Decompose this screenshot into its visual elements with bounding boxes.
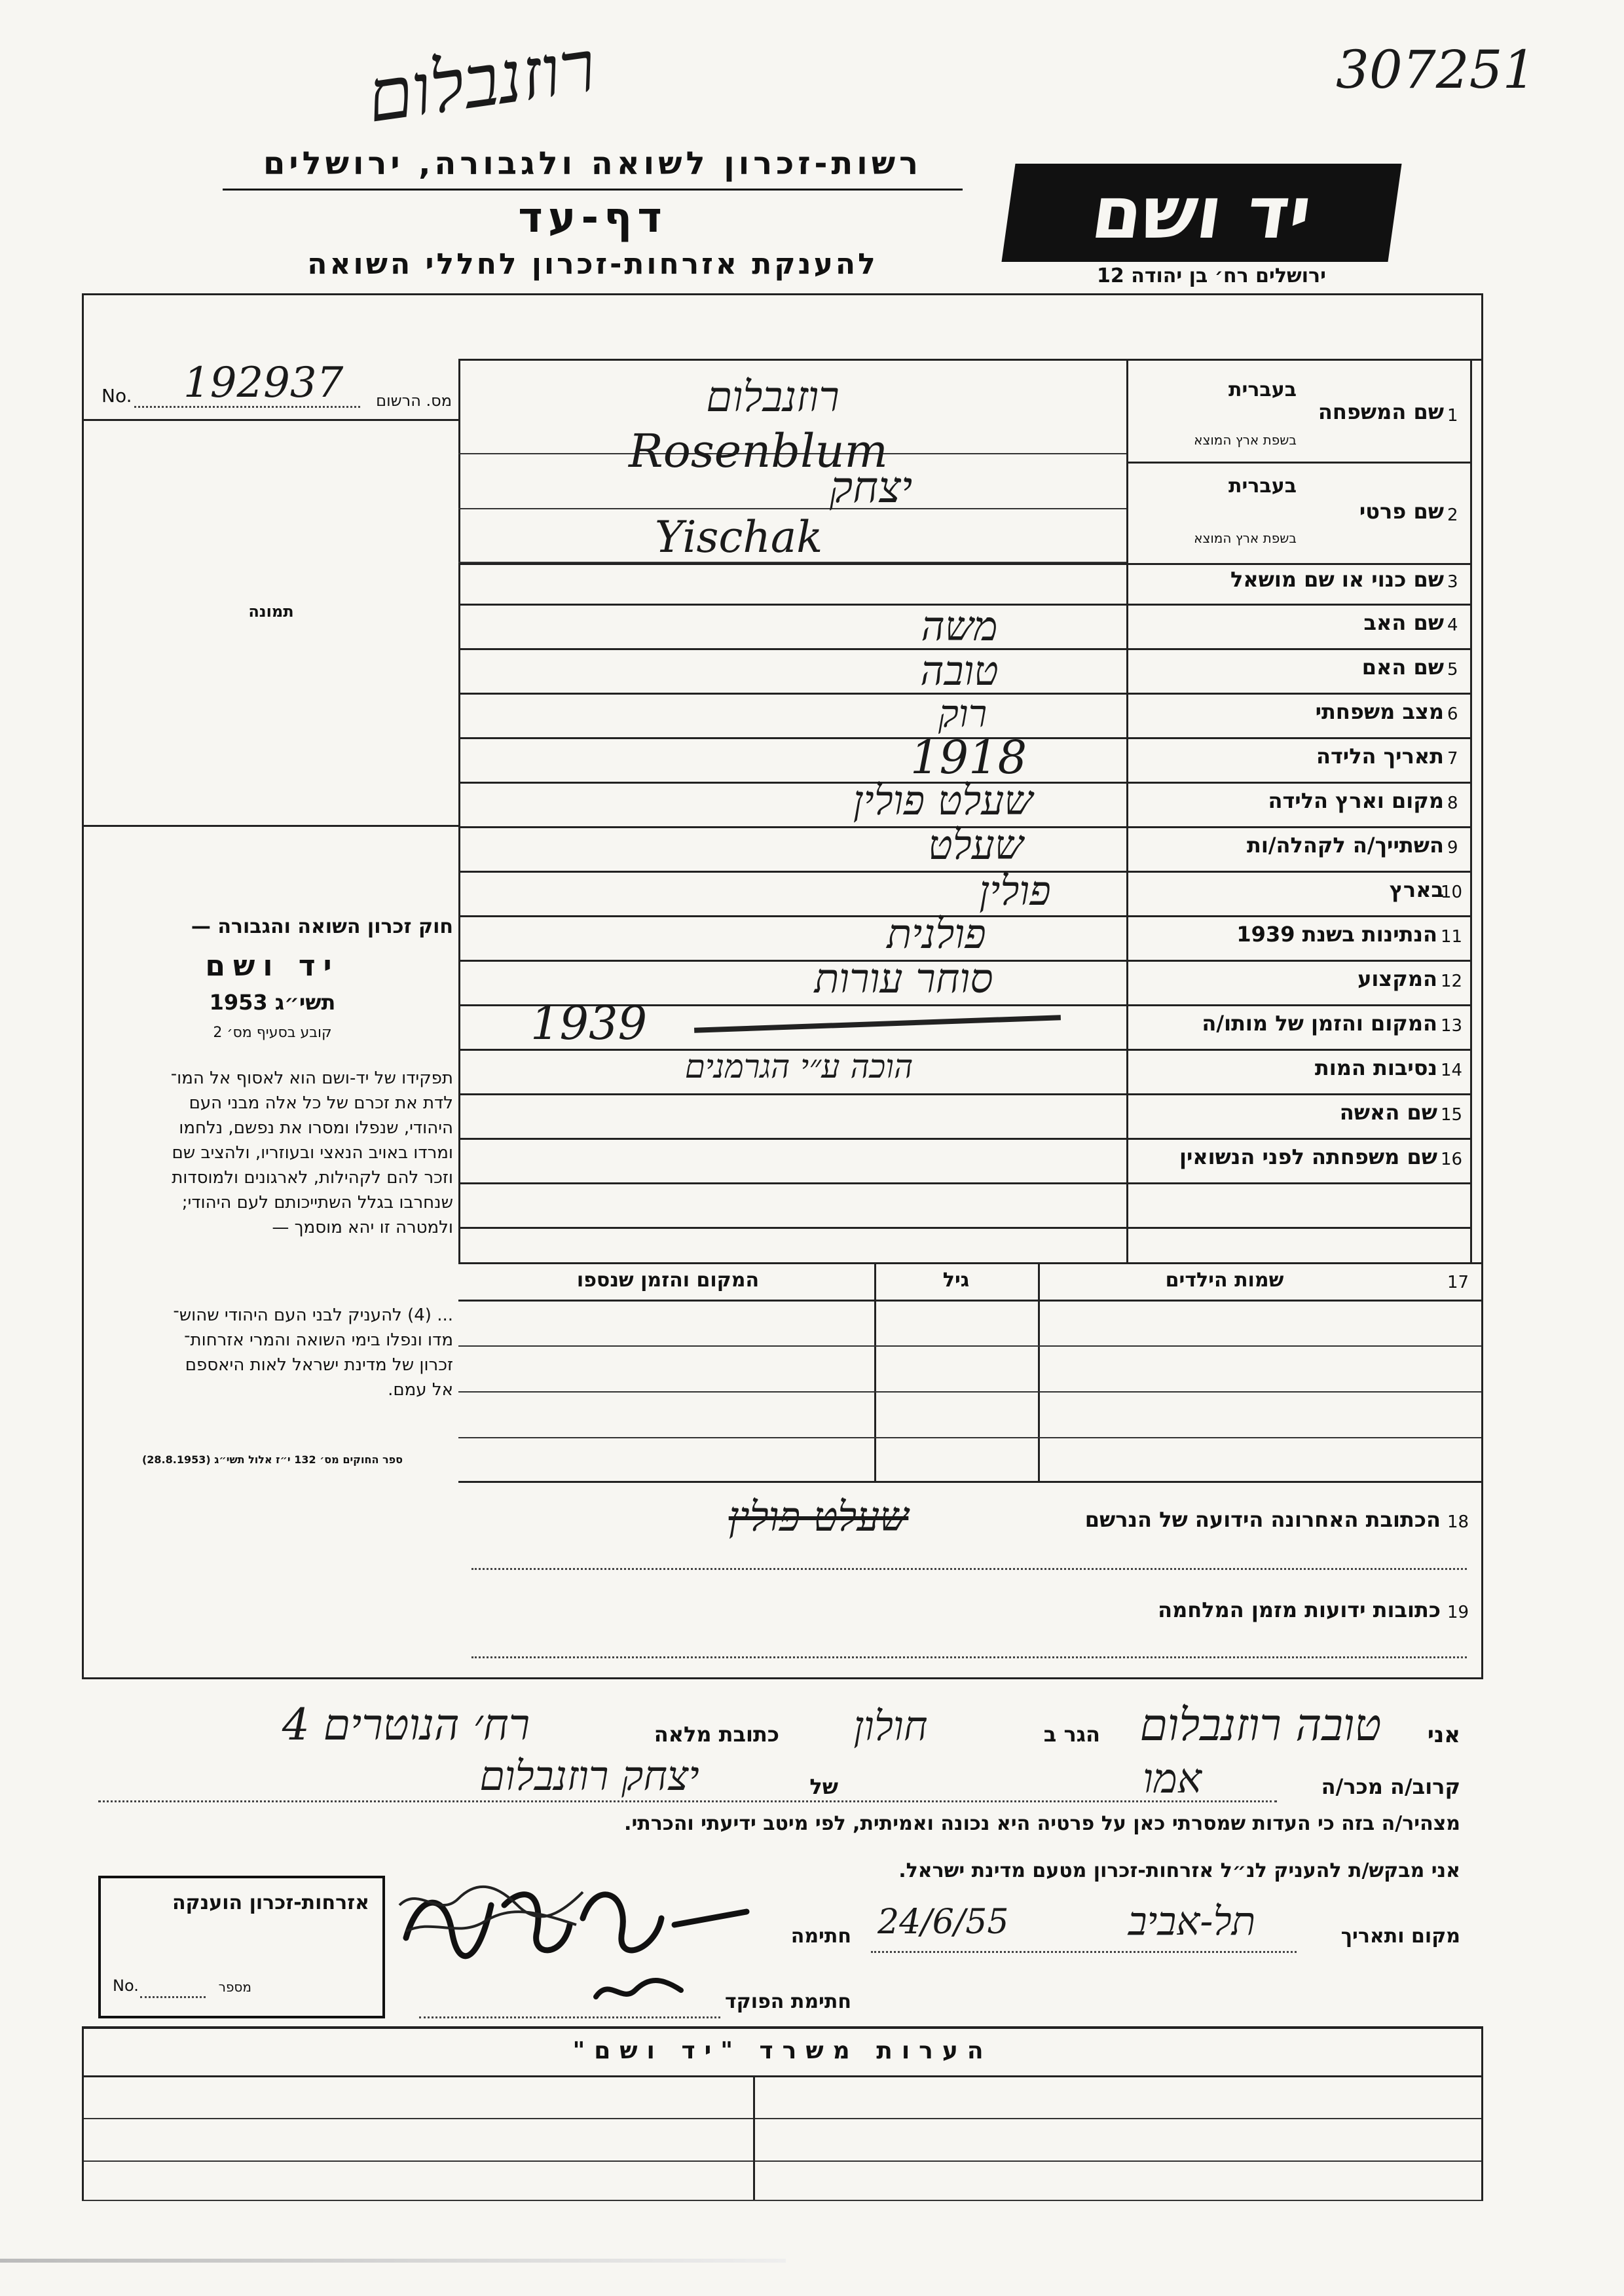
place-date-label: מקום ותאריך <box>1340 1925 1460 1948</box>
field-11-number: 11 <box>1441 927 1463 947</box>
children-col-place: המקום והזמן שנספו <box>576 1269 760 1292</box>
children-col-age: גיל <box>942 1269 970 1292</box>
witness-name[interactable]: טובה רוזנבלום <box>1139 1700 1382 1751</box>
heading-underline <box>223 189 963 191</box>
field-11-label: הנתינות בשנת 1939 <box>1236 922 1437 947</box>
place-date-line <box>871 1951 1297 1953</box>
field-1-sub-hebrew: בעברית <box>1228 378 1297 401</box>
field-1-number: 1 <box>1447 406 1458 426</box>
field-4-number: 4 <box>1447 615 1458 635</box>
field-18-number: 18 <box>1447 1512 1469 1532</box>
stamp-number: 307251 <box>1336 39 1536 100</box>
field-19-label: כתובות ידועות מזמן המלחמה <box>1158 1597 1441 1622</box>
of-value[interactable]: יצחק רוזנבלום <box>479 1752 699 1800</box>
photo-label: תמונה <box>248 602 294 621</box>
field-10-value[interactable]: פולין <box>979 867 1051 915</box>
scan-artifact <box>0 2259 786 2263</box>
resides-value[interactable]: חולון <box>853 1702 928 1750</box>
field-7-value[interactable]: 1918 <box>910 731 1027 784</box>
field-19-number: 19 <box>1447 1603 1469 1622</box>
declaration-statement-1: מצהיר/ה בזה כי העדות שמסרתי כאן על פרטיה היא נכונה ואמיתית, לפי מיטב ידיעתי והכרתי. <box>624 1812 1460 1835</box>
photo-area[interactable] <box>84 421 458 825</box>
logo-address: ירושלים רח׳ בן יהודה 12 <box>1097 264 1326 287</box>
place-value[interactable]: תל-אביב <box>1128 1899 1256 1944</box>
field-13-number: 13 <box>1441 1016 1463 1036</box>
field-1-value-hebrew[interactable]: רוזנבלום <box>706 373 840 422</box>
field-10-number: 10 <box>1441 883 1463 902</box>
registration-number[interactable]: 192937 <box>183 359 344 407</box>
official-signature[interactable] <box>589 1964 694 2016</box>
resides-label: הגר ב <box>1043 1722 1100 1747</box>
field-16-number: 16 <box>1441 1150 1463 1169</box>
witness-signature-note <box>393 1859 596 1944</box>
yad-vashem-logo <box>1001 164 1401 262</box>
field-18-value[interactable]: שעלט פולין <box>728 1493 909 1540</box>
field-2-value-native[interactable]: Yischak <box>655 512 823 562</box>
field-8-value[interactable]: שעלט פולין <box>853 776 1033 824</box>
field-18-line-2 <box>471 1568 1467 1570</box>
relation-label: קרוב/ה מכר/ה <box>1321 1774 1460 1799</box>
field-1-sub-native: בשפת ארץ המוצא <box>1194 432 1297 448</box>
citizenship-box <box>98 1876 385 2018</box>
field-1-value-native[interactable]: Rosenblum <box>629 424 888 478</box>
law-year: תשי״ג 1953 <box>209 990 336 1015</box>
field-5-label: שם האם <box>1361 655 1444 680</box>
of-label: של <box>809 1774 838 1799</box>
field-12-value[interactable]: סוחר עורות <box>814 955 993 1002</box>
field-18-label: הכתובת האחרונה הידועה של הנרשם <box>1084 1507 1441 1532</box>
citizenship-box-line <box>140 1996 206 1998</box>
handwritten-surname-top: רוזנבלום <box>361 24 601 139</box>
section-divider-18 <box>458 1481 1481 1483</box>
field-14-value[interactable]: הוכה ע״י הגרמנים <box>684 1048 913 1085</box>
field-13-value[interactable]: 1939 <box>530 996 648 1050</box>
field-5-value[interactable]: טובה <box>920 647 999 695</box>
registration-prefix: No. <box>101 385 132 407</box>
authority-heading: רשות-זכרון לשואה ולגבורה, ירושלים <box>263 145 923 182</box>
citizenship-box-title: אזרחות-זכרון הוענקה <box>172 1891 369 1914</box>
field-14-number: 14 <box>1441 1061 1463 1080</box>
law-footer: ספר החוקים מס׳ 132 י״ז אלול תשי״ג (28.8.1953) <box>141 1453 403 1466</box>
field-9-label: השתייך/ה לקהלה/ות <box>1246 833 1444 858</box>
field-7-label: תאריך הלידה <box>1316 744 1444 769</box>
declaration-ani: אני <box>1427 1722 1460 1748</box>
address-label: כתובת מלאה <box>654 1722 779 1747</box>
field-2-number: 2 <box>1447 505 1458 525</box>
field-15-number: 15 <box>1441 1105 1463 1125</box>
children-col-names: שמות הילדים <box>1165 1269 1284 1292</box>
field-19-line-2 <box>471 1656 1467 1658</box>
address-value[interactable]: רח׳ הנוטרים 4 <box>282 1700 530 1750</box>
field-4-value[interactable]: משה <box>921 602 998 650</box>
field-6-label: מצב משפחתי <box>1315 699 1444 724</box>
field-11-value[interactable]: פולנית <box>887 910 986 958</box>
field-6-number: 6 <box>1447 704 1458 724</box>
law-clause: קובע בסעיף מס׳ 2 <box>213 1025 332 1041</box>
law-title: חוק זכרון השואה והגבורה — <box>191 915 453 938</box>
field-5-number: 5 <box>1447 660 1458 680</box>
date-value[interactable]: 24/6/55 <box>877 1903 1009 1942</box>
field-9-value[interactable]: שעלט <box>928 821 1024 869</box>
field-2-sub-native: בשפת ארץ המוצא <box>1194 530 1297 546</box>
field-14-label: נסיבות המות <box>1314 1055 1437 1080</box>
form-title: דף-עד <box>518 194 667 242</box>
field-1-label: שם המשפחה <box>1318 399 1444 424</box>
field-10-label: בארץ <box>1389 877 1444 902</box>
form-subtitle: להענקת אזרחות-זכרון לחללי השואה <box>307 247 878 281</box>
registration-label: מס. הרשום <box>376 392 452 410</box>
field-7-number: 7 <box>1447 749 1458 769</box>
field-15-label: שם האשה <box>1339 1100 1437 1125</box>
field-2-sub-hebrew: בעברית <box>1228 475 1297 498</box>
field-4-label: שם האב <box>1363 610 1444 635</box>
field-16-label: שם משפחתה לפני הנשואין <box>1179 1144 1437 1169</box>
relation-value[interactable]: אמו <box>1143 1755 1202 1802</box>
field-3-label: שם כנוי או שם מושאל <box>1230 567 1444 592</box>
official-signature-line <box>419 2016 720 2018</box>
official-signature-label: חתימת הפוקד <box>725 1990 851 2013</box>
field-13-label: המקום והזמן של מותו/ה <box>1202 1011 1437 1036</box>
field-2-value-hebrew[interactable]: יצחק <box>829 462 913 513</box>
field-2-label: שם פרטי <box>1359 499 1444 524</box>
logo-text: יד ושם <box>1086 171 1317 255</box>
field-3-number: 3 <box>1447 572 1458 592</box>
declaration-statement-2: אני מבקש/ת להעניק לנ״ל אזרחות-זכרון מטעם מדינת ישראל. <box>898 1859 1460 1882</box>
citizenship-box-label: מספר <box>218 1979 251 1995</box>
field-8-number: 8 <box>1447 793 1458 813</box>
law-body-2: ... (4) להעניק לבני העם היהודי שהוש־ מדו ונפלו בימי השואה והמרי אזרחות־ זכרון של מדינת ישראל לאות היאספם אל עמם. <box>173 1305 453 1400</box>
relation-line <box>98 1800 1277 1802</box>
field-12-label: המקצוע <box>1357 966 1437 991</box>
children-number: 17 <box>1447 1273 1469 1292</box>
citizenship-box-prefix: No. <box>113 1977 139 1995</box>
field-6-value[interactable]: רוק <box>938 691 987 736</box>
signature-label: חתימה <box>790 1925 851 1948</box>
law-name: יד ושם <box>205 949 340 983</box>
law-body-1: תפקידו של יד-ושם הוא לאסוף אל המו־ לדת את זכרם של כל אלה מבני העם היהודי, שנפלו ומסרו את נפשם, נלחמו ומרדו באויב הנאצי ובעוזריו, ולהציב שם וזכר להם לקהילות, לארגונים ולמוסדות שנחרבו בגלל השתייכותם לעם היהודי; ולמטרה זו יהא מוסמך — <box>170 1068 453 1237</box>
field-8-label: מקום וארץ הלידה <box>1268 788 1444 813</box>
field-12-number: 12 <box>1441 972 1463 991</box>
remarks-title: הערות משרד "יד ושם" <box>572 2037 993 2064</box>
field-9-number: 9 <box>1447 838 1458 858</box>
field-13-scribble <box>694 1015 1061 1033</box>
